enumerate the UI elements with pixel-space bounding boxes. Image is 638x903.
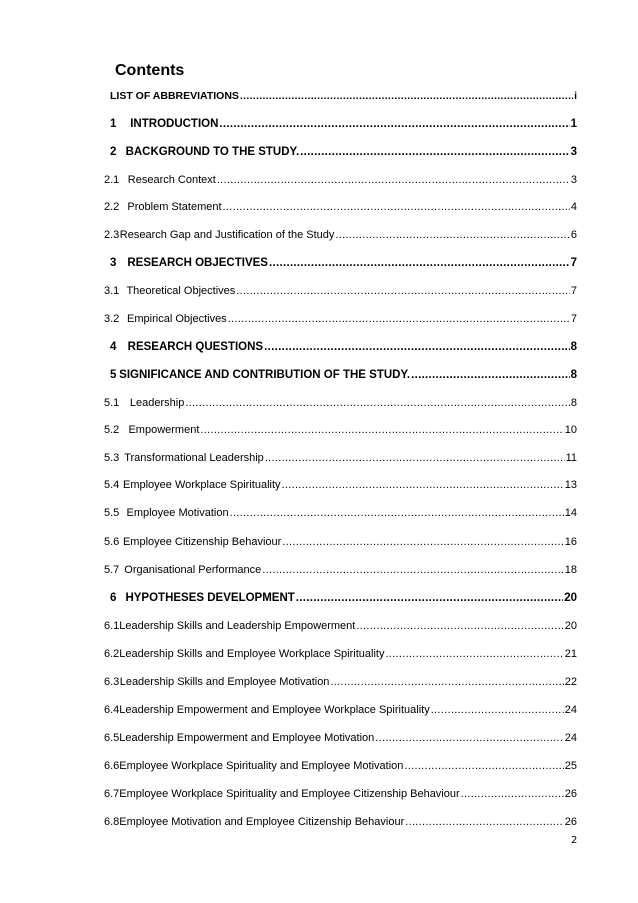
- toc-dot-leader: [461, 788, 564, 800]
- toc-entry-page: 21: [564, 648, 577, 660]
- toc-entry-title: Employee Workplace Spirituality: [123, 479, 281, 491]
- toc-entry-title: Transformational Leadership: [124, 452, 264, 464]
- toc-entry[interactable]: [110, 90, 577, 106]
- toc-entry-number: 5.6: [104, 536, 120, 548]
- toc-entry[interactable]: [104, 648, 577, 664]
- toc-entry-number: 6.6: [104, 760, 120, 772]
- toc-entry-page: 26: [564, 816, 577, 828]
- toc-entry[interactable]: [104, 704, 577, 720]
- toc-entry-number: 6.3: [104, 676, 120, 688]
- toc-dot-leader: [335, 229, 569, 241]
- toc-entry[interactable]: [110, 118, 577, 134]
- toc-dot-leader: [217, 174, 570, 186]
- toc-entry-page: 20: [564, 592, 577, 604]
- toc-entry[interactable]: [104, 788, 577, 804]
- toc-entry-page: 24: [564, 704, 577, 716]
- toc-entry-page: 8: [570, 369, 577, 381]
- toc-dot-leader: [404, 760, 563, 772]
- toc-entry-number: 1: [110, 118, 117, 130]
- toc-entry-title: Leadership Skills and Employee Motivation: [119, 676, 330, 688]
- toc-dot-leader: [265, 452, 565, 464]
- toc-entry[interactable]: [104, 816, 577, 832]
- toc-entry-page: 7: [570, 313, 577, 325]
- toc-entry-number: 2: [110, 146, 117, 158]
- toc-entry-number: 6.1: [104, 620, 120, 632]
- toc-dot-leader: [282, 479, 564, 491]
- contents-heading: Contents: [115, 62, 185, 79]
- toc-dot-leader: [431, 704, 564, 716]
- toc-entry[interactable]: [104, 174, 577, 190]
- toc-entry-number: 6.4: [104, 704, 120, 716]
- toc-entry-page: 10: [564, 424, 577, 436]
- toc-dot-leader: [411, 369, 570, 381]
- toc-entry-title: Theoretical Objectives: [126, 285, 236, 297]
- toc-entry-title: Problem Statement: [127, 201, 222, 213]
- toc-entry-number: 2.3: [104, 229, 120, 241]
- toc-entry-title: RESEARCH QUESTIONS: [127, 341, 264, 353]
- toc-entry-number: 5.5: [104, 507, 120, 519]
- toc-entry-number: 3.1: [104, 285, 120, 297]
- toc-entry[interactable]: [110, 341, 577, 357]
- toc-dot-leader: [330, 676, 563, 688]
- toc-entry-number: 5: [110, 369, 117, 381]
- toc-dot-leader: [240, 90, 573, 102]
- toc-entry-title: LIST OF ABBREVIATIONS: [110, 90, 239, 102]
- toc-entry[interactable]: [104, 676, 577, 692]
- toc-entry[interactable]: [104, 507, 577, 523]
- toc-dot-leader: [296, 592, 563, 604]
- toc-entry-title: Leadership Empowerment and Employee Motivation: [119, 732, 375, 744]
- toc-entry-title: Leadership Empowerment and Employee Workplace Spirituality: [119, 704, 430, 716]
- toc-entry[interactable]: [104, 732, 577, 748]
- toc-dot-leader: [375, 732, 563, 744]
- toc-entry[interactable]: [104, 424, 577, 440]
- toc-dot-leader: [236, 285, 570, 297]
- toc-entry-number: 2.1: [104, 174, 120, 186]
- toc-entry[interactable]: [104, 536, 577, 552]
- toc-entry-number: 5.7: [104, 564, 120, 576]
- toc-dot-leader: [282, 536, 563, 548]
- toc-entry-number: 6.5: [104, 732, 120, 744]
- toc-entry-page: i: [574, 90, 577, 102]
- toc-entry-page: 3: [570, 174, 577, 186]
- toc-entry-number: 6: [110, 592, 117, 604]
- toc-entry-page: 8: [570, 397, 577, 409]
- toc-dot-leader: [200, 424, 563, 436]
- toc-dot-leader: [185, 397, 570, 409]
- toc-dot-leader: [300, 146, 569, 158]
- toc-entry-title: Leadership: [129, 397, 185, 409]
- toc-entry-title: Empirical Objectives: [127, 313, 227, 325]
- toc-entry[interactable]: [110, 592, 577, 608]
- toc-entry-number: 5.3: [104, 452, 120, 464]
- toc-entry-title: Employee Motivation and Employee Citizenship Behaviour: [119, 816, 405, 828]
- toc-entry[interactable]: [104, 452, 577, 468]
- toc-dot-leader: [262, 564, 563, 576]
- toc-entry-page: 20: [564, 620, 577, 632]
- toc-entry[interactable]: [110, 146, 577, 162]
- toc-dot-leader: [269, 257, 570, 269]
- toc-dot-leader: [223, 201, 570, 213]
- toc-entry-page: 3: [570, 146, 577, 158]
- toc-entry[interactable]: [110, 257, 577, 273]
- page-number: 2: [571, 835, 578, 846]
- toc-entry-number: 6.7: [104, 788, 120, 800]
- toc-entry-number: 5.4: [104, 479, 120, 491]
- toc-entry-title: Employee Motivation: [126, 507, 229, 519]
- toc-entry-title: Employee Citizenship Behaviour: [122, 536, 282, 548]
- toc-dot-leader: [264, 341, 569, 353]
- toc-entry-page: 26: [564, 788, 577, 800]
- toc-entry[interactable]: [104, 397, 577, 413]
- toc-entry-page: 16: [564, 536, 577, 548]
- toc-entry[interactable]: [104, 313, 577, 329]
- toc-entry-title: Employee Workplace Spirituality and Employee Motivation: [119, 760, 404, 772]
- toc-entry-number: 3: [110, 257, 117, 269]
- toc-entry-title: Leadership Skills and Employee Workplace Spirituality: [119, 648, 385, 660]
- toc-entry-title: RESEARCH OBJECTIVES: [127, 257, 268, 269]
- toc-entry-page: 22: [564, 676, 577, 688]
- toc-entry[interactable]: [104, 760, 577, 776]
- toc-entry-number: 5.2: [104, 424, 120, 436]
- toc-entry-title: Leadership Skills and Leadership Empowerment: [119, 620, 356, 632]
- toc-entry[interactable]: [104, 229, 577, 245]
- toc-entry-number: 5.1: [104, 397, 120, 409]
- toc-entry[interactable]: [110, 369, 577, 385]
- toc-entry-page: 1: [570, 118, 577, 130]
- toc-entry-page: 25: [564, 760, 577, 772]
- toc-entry-title: SIGNIFICANCE AND CONTRIBUTION OF THE STUDY.: [119, 369, 411, 381]
- toc-dot-leader: [356, 620, 563, 632]
- toc-entry-page: 24: [564, 732, 577, 744]
- toc-entry-number: 2.2: [104, 201, 120, 213]
- toc-dot-leader: [228, 313, 570, 325]
- toc-dot-leader: [219, 118, 569, 130]
- toc-entry-page: 14: [564, 507, 577, 519]
- toc-entry[interactable]: [104, 201, 577, 217]
- toc-entry-page: 8: [570, 341, 577, 353]
- toc-entry-page: 7: [570, 257, 577, 269]
- toc-entry-title: Research Context: [127, 174, 216, 186]
- toc-entry-page: 13: [564, 479, 577, 491]
- toc-dot-leader: [405, 816, 564, 828]
- toc-entry-page: 7: [570, 285, 577, 297]
- toc-entry-page: 18: [564, 564, 577, 576]
- toc-entry-title: BACKGROUND TO THE STUDY.: [125, 146, 300, 158]
- toc-entry[interactable]: [104, 620, 577, 636]
- toc-entry-page: 6: [570, 229, 577, 241]
- toc-entry-title: Research Gap and Justification of the Study: [119, 229, 335, 241]
- toc-entry-page: 11: [565, 452, 577, 464]
- toc-entry-title: HYPOTHESES DEVELOPMENT: [125, 592, 295, 604]
- toc-entry-title: Empowerment: [128, 424, 200, 436]
- toc-entry-number: 6.8: [104, 816, 120, 828]
- toc-dot-leader: [230, 507, 564, 519]
- toc-entry-page: 4: [570, 201, 577, 213]
- toc-entry[interactable]: [104, 564, 577, 580]
- toc-entry[interactable]: [104, 479, 577, 495]
- toc-dot-leader: [385, 648, 563, 660]
- toc-entry[interactable]: [104, 285, 577, 301]
- toc-entry-title: Employee Workplace Spirituality and Employee Citizenship Behaviour: [119, 788, 460, 800]
- toc-entry-title: INTRODUCTION: [130, 118, 219, 130]
- toc-entry-number: 6.2: [104, 648, 120, 660]
- toc-entry-title: Organisational Performance: [124, 564, 262, 576]
- toc-entry-number: 4: [110, 341, 117, 353]
- toc-entry-number: 3.2: [104, 313, 120, 325]
